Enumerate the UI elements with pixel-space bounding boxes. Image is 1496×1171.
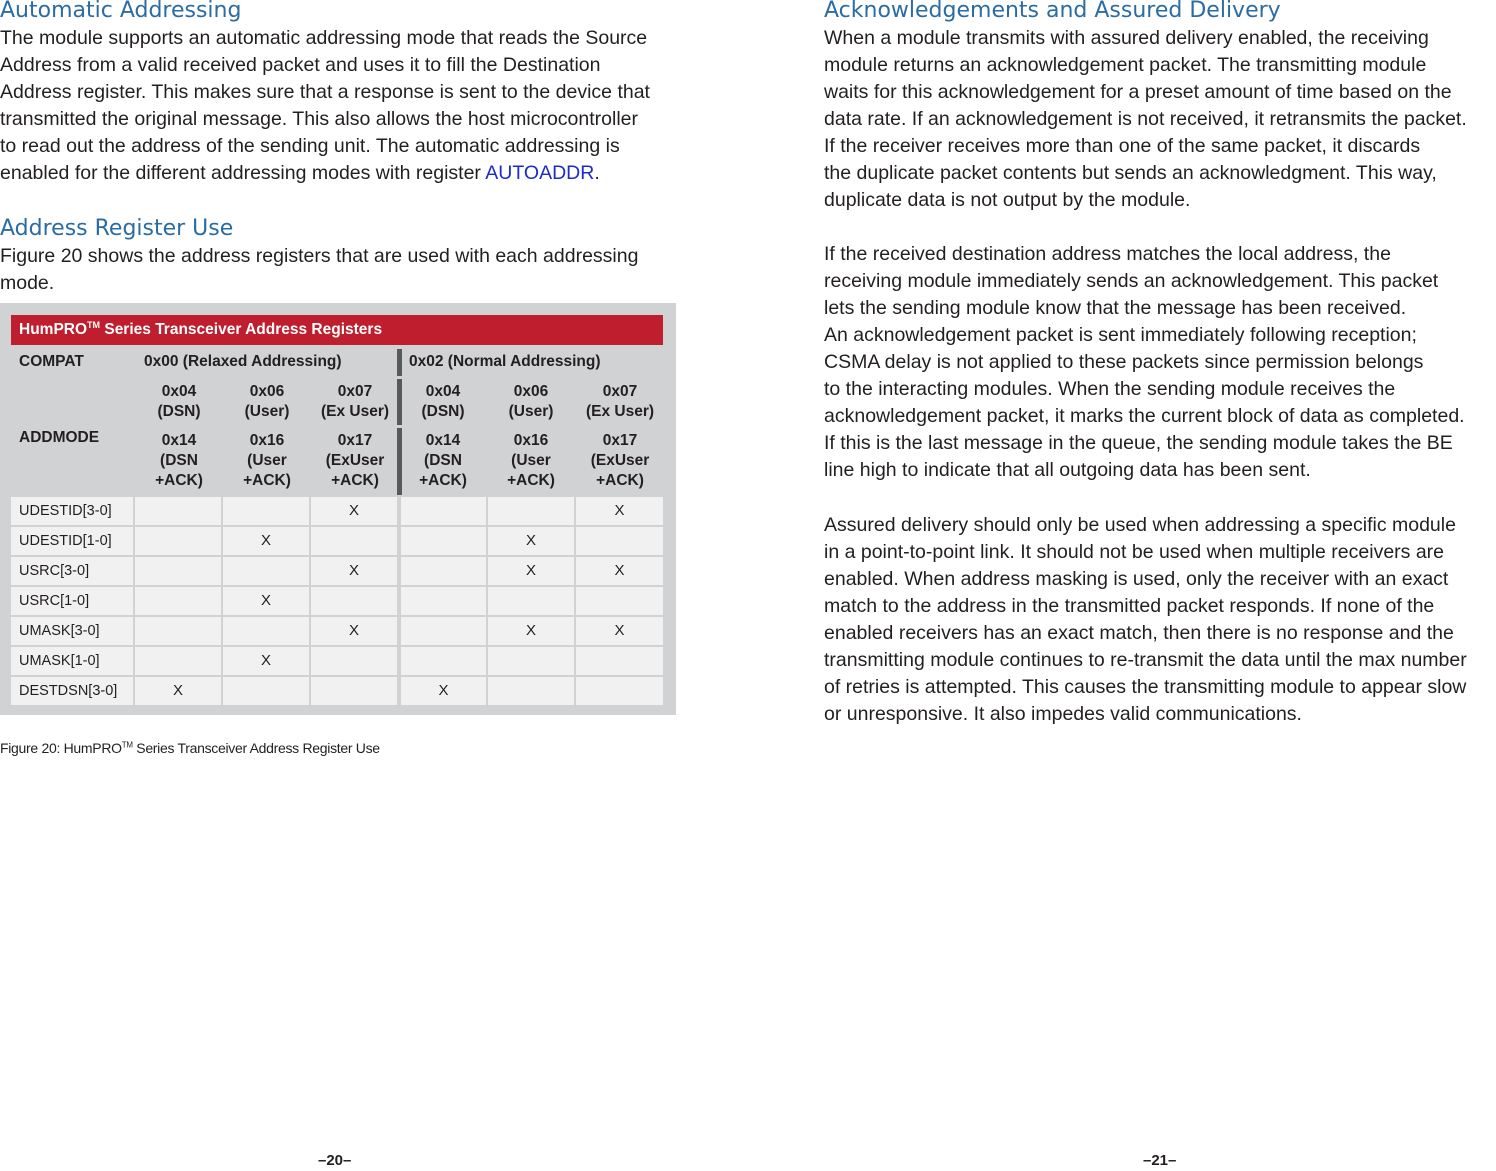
table-row bbox=[11, 557, 663, 585]
usage-cell: X bbox=[401, 677, 486, 705]
addmode-header-cell bbox=[311, 382, 399, 422]
addmode-header-text: (DSN bbox=[160, 452, 198, 469]
heading-address-register-use: Address Register Use bbox=[0, 216, 234, 241]
usage-cell: X bbox=[223, 527, 309, 555]
usage-cell bbox=[135, 497, 221, 525]
usage-cell bbox=[311, 587, 397, 615]
addmode-header-text: 0x06 bbox=[249, 383, 285, 400]
text-line: When a module transmits with assured delivery enabled, the receiving bbox=[824, 27, 1429, 49]
figure-caption: Figure 20: HumPRO™ Series Transceiver Address Register Use bbox=[0, 740, 380, 756]
heading-acknowledgements: Acknowledgements and Assured Delivery bbox=[824, 0, 1281, 23]
text-line: receiving module immediately sends an acknowledgement. This packet bbox=[824, 270, 1439, 292]
addmode-header-text: 0x06 bbox=[513, 383, 549, 400]
usage-cell: X bbox=[311, 557, 397, 585]
usage-cell: X bbox=[488, 527, 574, 555]
addmode-header-text: 0x07 bbox=[337, 383, 373, 400]
text-line: to read out the address of the sending unit. The automatic addressing is bbox=[0, 135, 620, 157]
compat-relaxed-header: 0x00 (Relaxed Addressing) bbox=[144, 353, 342, 370]
usage-cell: X bbox=[488, 617, 574, 645]
text-line: The module supports an automatic addressing mode that reads the Source bbox=[0, 27, 648, 49]
addmode-header-text: (User bbox=[247, 452, 287, 469]
addmode-header-text: 0x04 bbox=[425, 383, 461, 400]
addmode-header-text: (Ex User) bbox=[320, 403, 390, 420]
addmode-header-text: 0x14 bbox=[161, 432, 197, 449]
text-line: mode. bbox=[0, 272, 55, 294]
register-name-cell: UMASK[1-0] bbox=[11, 647, 133, 675]
usage-cell bbox=[311, 527, 397, 555]
addmode-header-text: 0x17 bbox=[337, 432, 373, 449]
usage-cell: X bbox=[135, 677, 221, 705]
text-line: An acknowledgement packet is sent immediately following reception; bbox=[824, 324, 1417, 346]
addmode-header-text: (User bbox=[511, 452, 551, 469]
addmode-header-text: +ACK) bbox=[419, 472, 467, 489]
usage-cell bbox=[488, 647, 574, 675]
usage-cell bbox=[311, 677, 397, 705]
heading-automatic-addressing: Automatic Addressing bbox=[0, 0, 242, 23]
addmode-header-text: (DSN bbox=[424, 452, 462, 469]
addmode-header-cell bbox=[135, 382, 223, 422]
addmode-label: ADDMODE bbox=[19, 429, 100, 446]
usage-cell bbox=[135, 527, 221, 555]
addmode-header-cell bbox=[487, 382, 575, 422]
text-line: Assured delivery should only be used when addressing a specific module bbox=[824, 514, 1456, 536]
addmode-header-cell bbox=[223, 431, 311, 491]
paragraph-automatic-addressing bbox=[0, 25, 650, 187]
usage-cell bbox=[401, 557, 486, 585]
paragraph-ack-1 bbox=[824, 25, 1467, 214]
addmode-header-cell bbox=[576, 431, 664, 491]
usage-cell bbox=[576, 527, 663, 555]
addmode-header-text: (ExUser bbox=[590, 452, 650, 469]
usage-cell bbox=[223, 557, 309, 585]
text-line: Address from a valid received packet and uses it to fill the Destination bbox=[0, 54, 601, 76]
addmode-header-text: +ACK) bbox=[243, 472, 291, 489]
addmode-header-text: +ACK) bbox=[155, 472, 203, 489]
usage-cell bbox=[223, 677, 309, 705]
usage-cell bbox=[488, 677, 574, 705]
addmode-header-text: +ACK) bbox=[596, 472, 644, 489]
page-number-right: –21– bbox=[1143, 1152, 1177, 1169]
usage-cell bbox=[311, 647, 397, 675]
usage-cell bbox=[401, 587, 486, 615]
paragraph-ack-3 bbox=[824, 512, 1467, 728]
usage-cell: X bbox=[576, 497, 663, 525]
addmode-header-text: (User) bbox=[244, 403, 290, 420]
text-line: module returns an acknowledgement packet. The transmitting module bbox=[824, 54, 1427, 76]
usage-cell: X bbox=[311, 617, 397, 645]
register-name-cell: USRC[3-0] bbox=[11, 557, 133, 585]
text-line: enabled receivers has an exact match, then there is no response and the bbox=[824, 622, 1454, 644]
addmode-header-text: (User) bbox=[508, 403, 554, 420]
addmode-header-cell bbox=[487, 431, 575, 491]
usage-cell bbox=[135, 647, 221, 675]
addmode-header-text: (DSN) bbox=[421, 403, 465, 420]
usage-cell bbox=[223, 497, 309, 525]
usage-cell bbox=[576, 677, 663, 705]
text-line: transmitting module continues to re-transmit the data until the max number bbox=[824, 649, 1467, 671]
register-name-cell: UDESTID[1-0] bbox=[11, 527, 133, 555]
text-line: match to the address in the transmitted packet responds. If none of the bbox=[824, 595, 1435, 617]
autoaddr-link[interactable]: AUTOADDR bbox=[485, 162, 595, 184]
compat-label: COMPAT bbox=[19, 353, 84, 370]
text-line-prefix: enabled for the different addressing modes with register bbox=[0, 162, 486, 184]
addmode-header-cell bbox=[223, 382, 311, 422]
usage-cell: X bbox=[311, 497, 397, 525]
usage-cell bbox=[401, 617, 486, 645]
addmode-header-cell bbox=[399, 431, 487, 491]
addmode-header-text: (DSN) bbox=[157, 403, 201, 420]
text-line: acknowledgement packet, it marks the current block of data as completed. bbox=[824, 405, 1465, 427]
addmode-header-text: 0x16 bbox=[249, 432, 285, 449]
text-line: the duplicate packet contents but sends an acknowledgment. This way, bbox=[824, 162, 1437, 184]
table-row bbox=[11, 617, 663, 645]
register-name-cell: USRC[1-0] bbox=[11, 587, 133, 615]
addmode-header-text: 0x14 bbox=[425, 432, 461, 449]
addmode-header-text: (Ex User) bbox=[585, 403, 655, 420]
usage-cell: X bbox=[576, 617, 663, 645]
register-name-cell: DESTDSN[3-0] bbox=[11, 677, 133, 705]
compat-normal-header: 0x02 (Normal Addressing) bbox=[409, 353, 601, 370]
text-line: enabled. When address masking is used, only the receiver with an exact bbox=[824, 568, 1449, 590]
addmode-header-text: 0x07 bbox=[602, 383, 638, 400]
text-line bbox=[0, 160, 650, 187]
usage-cell: X bbox=[223, 587, 309, 615]
register-name-cell: UDESTID[3-0] bbox=[11, 497, 133, 525]
usage-cell bbox=[401, 527, 486, 555]
register-name-cell: UMASK[3-0] bbox=[11, 617, 133, 645]
text-line: duplicate data is not output by the module. bbox=[824, 189, 1191, 211]
addmode-header-text: 0x04 bbox=[161, 383, 197, 400]
usage-cell bbox=[401, 647, 486, 675]
addmode-header-text: 0x16 bbox=[513, 432, 549, 449]
addmode-header-text: 0x17 bbox=[602, 432, 638, 449]
text-line: to the interacting modules. When the sending module receives the bbox=[824, 378, 1396, 400]
usage-cell bbox=[488, 497, 574, 525]
usage-cell bbox=[135, 587, 221, 615]
addmode-header-text: +ACK) bbox=[507, 472, 555, 489]
usage-cell: X bbox=[488, 557, 574, 585]
usage-cell bbox=[401, 497, 486, 525]
addmode-header-text: (ExUser bbox=[325, 452, 385, 469]
addmode-header-cell bbox=[576, 382, 664, 422]
paragraph-ack-2 bbox=[824, 241, 1465, 484]
text-line: If the receiver receives more than one of the same packet, it discards bbox=[824, 135, 1421, 157]
text-line: Address register. This makes sure that a response is sent to the device that bbox=[0, 81, 650, 103]
text-line: CSMA delay is not applied to these packets since permission belongs bbox=[824, 351, 1424, 373]
addmode-header-cell bbox=[135, 431, 223, 491]
addmode-header-cell bbox=[311, 431, 399, 491]
table-title: HumPRO™ Series Transceiver Address Registers bbox=[11, 315, 663, 345]
usage-cell bbox=[576, 587, 663, 615]
usage-cell bbox=[488, 587, 574, 615]
table-row bbox=[11, 647, 663, 675]
paragraph-address-register-use bbox=[0, 243, 638, 297]
page-number-left: –20– bbox=[318, 1152, 352, 1169]
addmode-header-cell bbox=[399, 382, 487, 422]
text-line: transmitted the original message. This also allows the host microcontroller bbox=[0, 108, 639, 130]
table-row bbox=[11, 527, 663, 555]
usage-cell bbox=[223, 617, 309, 645]
usage-cell bbox=[135, 617, 221, 645]
address-register-table bbox=[0, 303, 676, 715]
usage-cell bbox=[576, 647, 663, 675]
text-line: line high to indicate that all outgoing data has been sent. bbox=[824, 459, 1311, 481]
table-row bbox=[11, 497, 663, 525]
text-line: data rate. If an acknowledgement is not received, it retransmits the packet. bbox=[824, 108, 1467, 130]
usage-cell bbox=[135, 557, 221, 585]
text-line: or unresponsive. It also impedes valid communications. bbox=[824, 703, 1302, 725]
text-line: of retries is attempted. This causes the transmitting module to appear slow bbox=[824, 676, 1467, 698]
text-line: If this is the last message in the queue, the sending module takes the BE bbox=[824, 432, 1453, 454]
usage-cell: X bbox=[223, 647, 309, 675]
text-line: If the received destination address matches the local address, the bbox=[824, 243, 1391, 265]
table-row bbox=[11, 587, 663, 615]
usage-cell: X bbox=[576, 557, 663, 585]
text-line: lets the sending module know that the message has been received. bbox=[824, 297, 1407, 319]
text-line: waits for this acknowledgement for a preset amount of time based on the bbox=[824, 81, 1452, 103]
text-line: in a point-to-point link. It should not be used when multiple receivers are bbox=[824, 541, 1445, 563]
text-line: Figure 20 shows the address registers that are used with each addressing bbox=[0, 245, 639, 267]
addmode-header-text: +ACK) bbox=[331, 472, 379, 489]
text-line-suffix: . bbox=[594, 162, 600, 184]
table-row bbox=[11, 677, 663, 705]
group-separator bbox=[397, 349, 402, 376]
